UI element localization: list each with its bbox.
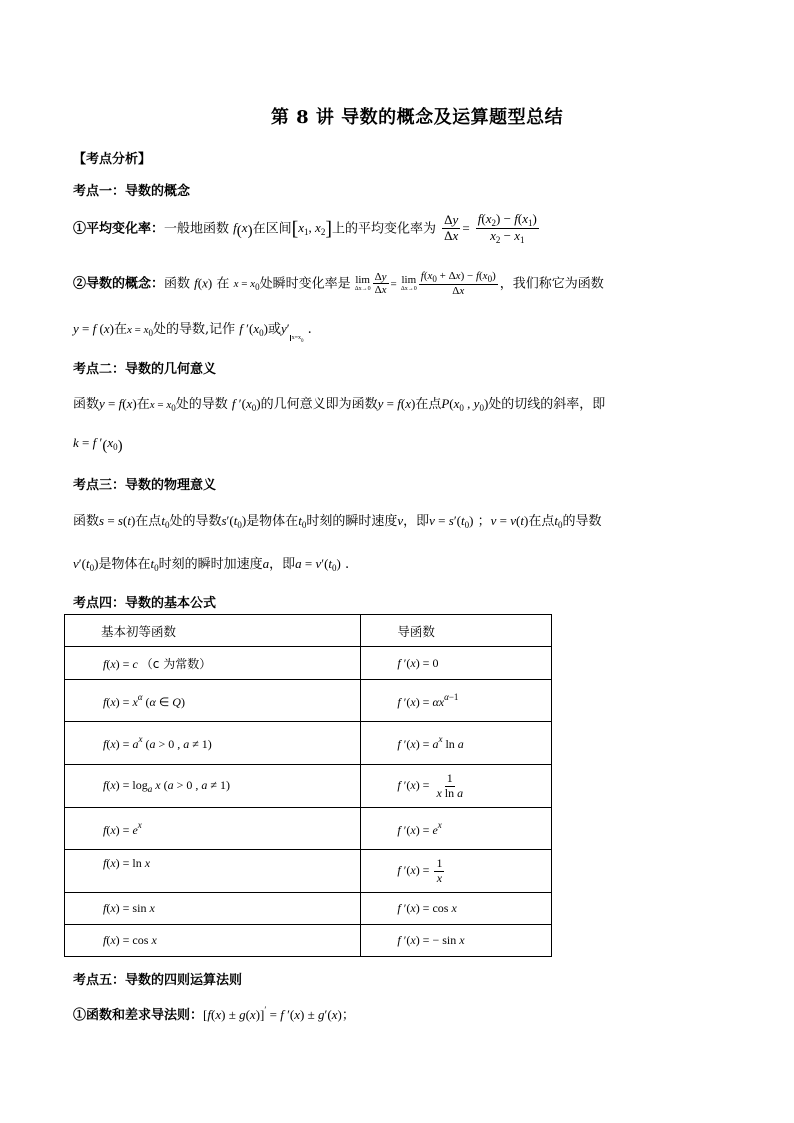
phys-text-d: 是物体在	[246, 514, 299, 529]
formula-ln: f(x) = ln x	[65, 850, 361, 893]
phys-text-b: 在点	[135, 514, 162, 529]
table-row	[65, 850, 552, 893]
interval-formula: [$x_1$, $x_2$]	[291, 218, 332, 241]
phys-end: .	[345, 557, 350, 572]
limit-2: lim Δx→0	[400, 274, 417, 293]
concept-text-a: 函数	[164, 276, 191, 292]
notation-text-f: 处的导数,记作	[152, 322, 236, 337]
derivative-ln: f ′(x) = $\frac{1}{x}$	[361, 850, 552, 893]
phys-text-k: 时刻的瞬时加速度	[158, 557, 263, 572]
slope-formula-line: k = f $'(x_0)$	[73, 435, 123, 454]
col-header-function: 基本初等函数	[65, 615, 361, 647]
derivative-constant: f ′(x) = 0	[361, 647, 552, 680]
formula-sin: f(x) = sin x	[65, 893, 361, 925]
phys-text-f: ，即	[403, 514, 430, 529]
physical-meaning-line-1: 函数s = s(t)在点$t_0$处的导数$s'(t_0)$是物体在$t_0$时刻的瞬时速度v，即$v = s'(t_0)$ ；v = v(t)在点$t_0$的导数	[73, 513, 602, 530]
limit-fraction-2: $\frac{f(x_0 + \Delta x) - f(x_0)}{\Delta x}$	[420, 270, 496, 298]
phys-text-i: 的导数	[562, 514, 602, 529]
col-header-derivative: 导函数	[361, 615, 552, 647]
phys-text-g: ；	[477, 514, 491, 529]
delta-fraction: $\frac{\Delta y}{\Delta x}$	[444, 212, 459, 244]
avg-rate-text-a: 一般地函数	[164, 221, 230, 237]
sum-rule-end: ；	[341, 1008, 355, 1023]
derivative-power: f $'(x) = \alpha x^{\alpha-1}$	[361, 680, 552, 722]
derivative-concept-line: ②导数的概念：函数 f(x) 在 $x = x_0$处瞬时变化率是 lim Δx→0 $\frac{\Delta y}{\Delta x}$ = lim Δx→0 $\frac{f(x_0 + \Delta x) - f(x_0)}{\Delta x}$ ，我们称它为函数	[73, 270, 604, 298]
analysis-header: 【考点分析】	[73, 152, 152, 167]
derivative-formula-table	[64, 614, 552, 957]
table-header-row	[65, 615, 552, 647]
avg-rate-text-b: 在区间	[252, 221, 292, 237]
page-title: 第 8 讲 导数的概念及运算题型总结	[270, 107, 564, 128]
constant-note: c 为常数	[152, 656, 200, 671]
sum-rule-label: ①函数和差求导法则：	[73, 1008, 204, 1023]
formula-exponential: $f(x) = a^x$ (a > 0 , a ≠ 1)	[65, 722, 361, 765]
table-row	[65, 893, 552, 925]
derivative-notation-line: y = f (x)在$x = x_0$处的导数,记作 f $'(x_0)$或$y'_{x=x_0}$ .	[73, 321, 312, 344]
limit-1: lim Δx→0	[354, 274, 371, 293]
formula-natural-exp: $f(x) = e^x$	[65, 808, 361, 850]
geo-text-c: 处的导数	[175, 397, 228, 412]
point-1-heading: 考点一：导数的概念	[73, 184, 191, 199]
sum-rule-line: ①函数和差求导法则：[f(x) ± g(x)]′ = f ′(x) ± g′(x)；	[73, 1005, 355, 1023]
notation-text-e: 在	[113, 322, 127, 337]
table-row	[65, 765, 552, 808]
formula-cos: f(x) = cos x	[65, 925, 361, 957]
notation-text-g: 或	[267, 322, 281, 337]
table-row	[65, 925, 552, 957]
phys-text-e: 时刻的瞬时速度	[306, 514, 398, 529]
geo-text-f: 处的切线的斜率，即	[488, 397, 606, 412]
table-row	[65, 808, 552, 850]
concept-label: ②导数的概念：	[73, 276, 165, 292]
derivative-sin: f ′(x) = cos x	[361, 893, 552, 925]
table-row	[65, 680, 552, 722]
geo-text-b: 在	[136, 397, 150, 412]
table-row	[65, 722, 552, 765]
concept-text-c: 处瞬时变化率是	[259, 276, 351, 292]
geo-text-a: 函数	[73, 397, 100, 412]
point-2-heading: 考点二：导数的几何意义	[73, 362, 217, 377]
concept-text-d: ，我们称它为函数	[499, 276, 604, 292]
difference-quotient: $\frac{f(x_2) - f(x_1)}{x_2 - x_1}$	[477, 211, 537, 246]
notation-end: .	[307, 322, 312, 337]
point-4-heading: 考点四：导数的基本公式	[73, 596, 217, 611]
phys-text-j: 是物体在	[98, 557, 151, 572]
derivative-logarithm: f ′(x) = $\frac{1}{\text{x ln a}}$	[361, 765, 552, 808]
phys-text-c: 处的导数	[169, 514, 222, 529]
phys-text-h: 在点	[528, 514, 555, 529]
fx-formula: f(x)	[233, 220, 253, 240]
formula-constant: f(x) = c （c 为常数）	[65, 647, 361, 680]
phys-text-a: 函数	[73, 514, 100, 529]
table-row	[65, 647, 552, 680]
derivative-exponential: f $'(x) = a^x$ ln a	[361, 722, 552, 765]
formula-power: $f(x) = x^\alpha$ (α ∈ Q)	[65, 680, 361, 722]
point-5-heading: 考点五：导数的四则运算法则	[73, 973, 243, 988]
geo-text-d: 的几何意义即为函数	[260, 397, 378, 412]
phys-text-l: ，即	[269, 557, 296, 572]
avg-rate-text-c: 上的平均变化率为	[332, 221, 437, 237]
formula-logarithm: $f(x) = \log_a x$ (a > 0 , a ≠ 1)	[65, 765, 361, 808]
derivative-cos: f ′(x) = − sin x	[361, 925, 552, 957]
physical-meaning-line-2: $v'(t_0)$是物体在$t_0$时刻的瞬时加速度a，即$a = v'(t_0)$ .	[73, 556, 350, 573]
concept-text-b: 在	[216, 276, 230, 292]
point-3-heading: 考点三：导数的物理意义	[73, 478, 217, 493]
geo-text-e: 在点	[415, 397, 442, 412]
derivative-natural-exp: f $'(x) = e^x$	[361, 808, 552, 850]
avg-rate-line: ①平均变化率：一般地函数 f(x)在区间[$x_1$, $x_2$]上的平均变化率为 $\frac{\Delta y}{\Delta x}$ = $\frac{f(x_2) - f(x_1)}{x_2 - x_1}$	[73, 211, 537, 246]
geometric-meaning-line: 函数y = f(x)在$x = x_0$处的导数 f $'(x_0)$的几何意义即为函数y = f(x)在点$P(x_0$ , $y_0$)处的切线的斜率，即	[73, 396, 606, 413]
limit-fraction-1: $\frac{\Delta y}{\Delta x}$	[374, 270, 387, 297]
avg-rate-label: ①平均变化率：	[73, 221, 165, 237]
